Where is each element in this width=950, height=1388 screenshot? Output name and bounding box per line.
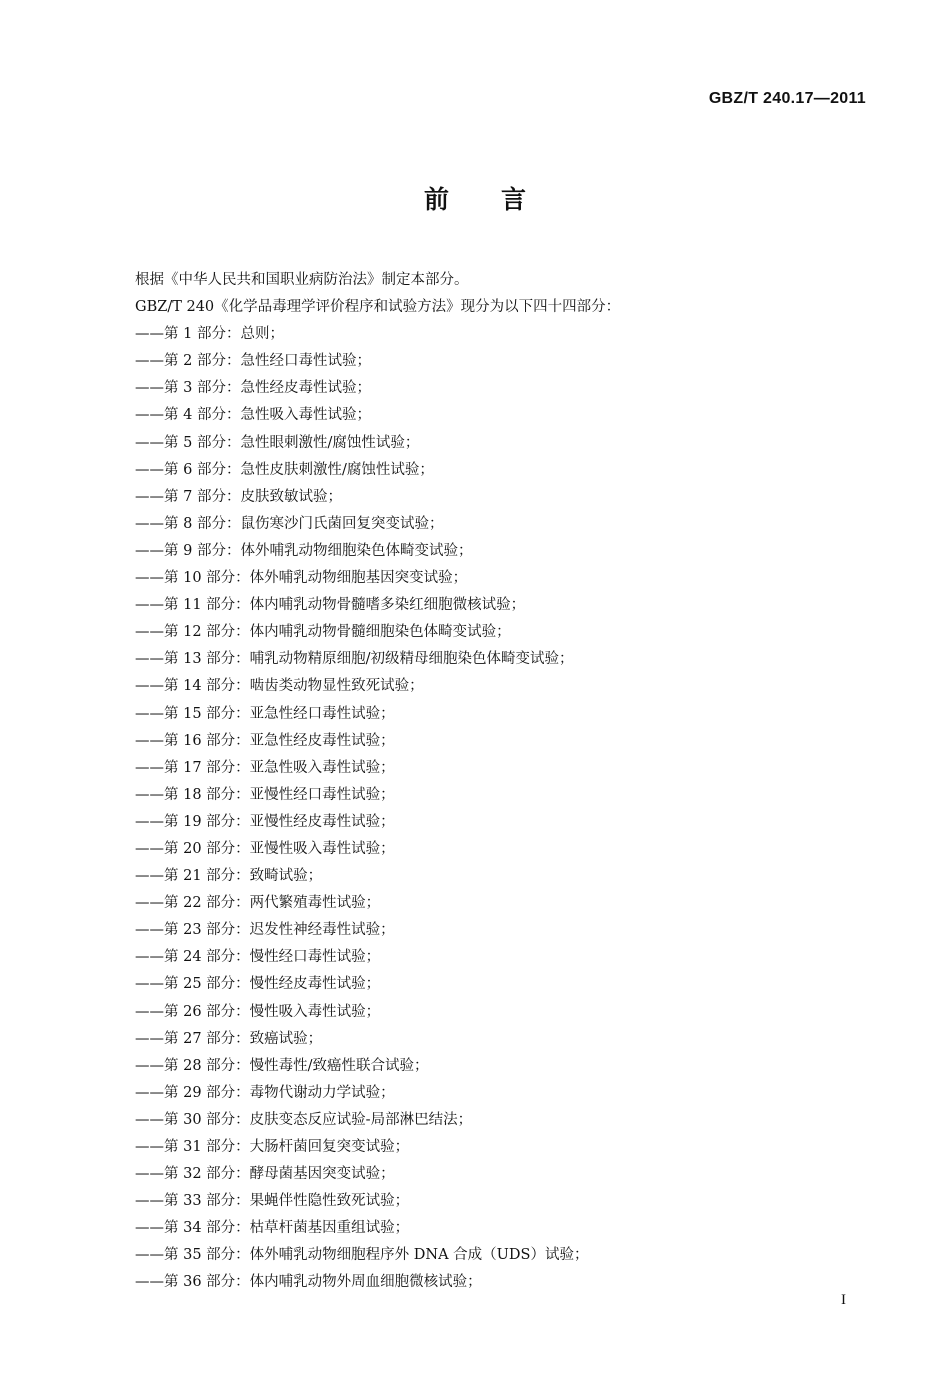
list-item: ——第 5 部分：急性眼刺激性/腐蚀性试验； (135, 434, 420, 451)
list-item: ——第 4 部分：急性吸入毒性试验； (135, 407, 371, 424)
list-item: ——第 29 部分：毒物代谢动力学试验； (135, 1084, 395, 1101)
list-item: ——第 11 部分：体内哺乳动物骨髓嗜多染红细胞微核试验； (135, 597, 526, 614)
page-title: 前言 (423, 185, 578, 214)
list-item: ——第 7 部分：皮肤致敏试验； (135, 488, 342, 505)
list-item: ——第 16 部分：亚急性经皮毒性试验； (135, 732, 395, 749)
list-item: ——第 21 部分：致畸试验； (135, 868, 323, 885)
list-item: ——第 35 部分：体外哺乳动物细胞程序外 DNA 合成（UDS）试验； (135, 1247, 589, 1264)
list-item: ——第 36 部分：体内哺乳动物外周血细胞微核试验； (135, 1274, 482, 1291)
list-item: ——第 17 部分：亚急性吸入毒性试验； (135, 759, 395, 776)
list-item: ——第 26 部分：慢性吸入毒性试验； (135, 1003, 381, 1020)
list-item: ——第 1 部分：总则； (135, 326, 284, 343)
list-item: ——第 24 部分：慢性经口毒性试验； (135, 949, 381, 966)
standard-number: GBZ/T 240.17—2011 (708, 90, 866, 107)
list-item: ——第 12 部分：体内哺乳动物骨髓细胞染色体畸变试验； (135, 624, 511, 641)
list-item: ——第 2 部分：急性经口毒性试验； (135, 353, 371, 370)
list-item: ——第 13 部分：哺乳动物精原细胞/初级精母细胞染色体畸变试验； (135, 651, 574, 668)
page-number: I (841, 1292, 846, 1308)
list-item: ——第 30 部分：皮肤变态反应试验-局部淋巴结法； (135, 1111, 473, 1128)
intro-paragraph: GBZ/T 240《化学品毒理学评价程序和试验方法》现分为以下四十四部分： (135, 299, 621, 316)
list-item: ——第 33 部分：果蝇伴性隐性致死试验； (135, 1193, 410, 1210)
list-item: ——第 15 部分：亚急性经口毒性试验； (135, 705, 395, 722)
list-item: ——第 31 部分：大肠杆菌回复突变试验； (135, 1139, 410, 1155)
list-item: ——第 22 部分：两代繁殖毒性试验； (135, 895, 381, 912)
list-item: ——第 3 部分：急性经皮毒性试验； (135, 380, 371, 397)
list-item: ——第 10 部分：体外哺乳动物细胞基因突变试验； (135, 570, 468, 587)
list-item: ——第 6 部分：急性皮肤刺激性/腐蚀性试验； (135, 461, 434, 478)
list-item: ——第 25 部分：慢性经皮毒性试验； (135, 976, 381, 993)
list-item: ——第 20 部分：亚慢性吸入毒性试验； (135, 840, 395, 857)
list-item: ——第 14 部分：啮齿类动物显性致死试验； (135, 678, 424, 695)
intro-paragraph: 根据《中华人民共和国职业病防治法》制定本部分。 (135, 272, 469, 288)
parts-list (135, 321, 855, 1296)
list-item: ——第 23 部分：迟发性神经毒性试验； (135, 922, 395, 939)
list-item: ——第 28 部分：慢性毒性/致癌性联合试验； (135, 1057, 429, 1074)
list-item: ——第 9 部分：体外哺乳动物细胞染色体畸变试验； (135, 542, 473, 559)
list-item: ——第 19 部分：亚慢性经皮毒性试验； (135, 813, 395, 830)
list-item: ——第 27 部分：致癌试验； (135, 1030, 323, 1047)
list-item: ——第 8 部分：鼠伤寒沙门氏菌回复突变试验； (135, 515, 444, 532)
list-item: ——第 34 部分：枯草杆菌基因重组试验； (135, 1220, 410, 1237)
document-body (135, 267, 855, 1297)
list-item: ——第 18 部分：亚慢性经口毒性试验； (135, 786, 395, 803)
list-item: ——第 32 部分：酵母菌基因突变试验； (135, 1166, 395, 1183)
